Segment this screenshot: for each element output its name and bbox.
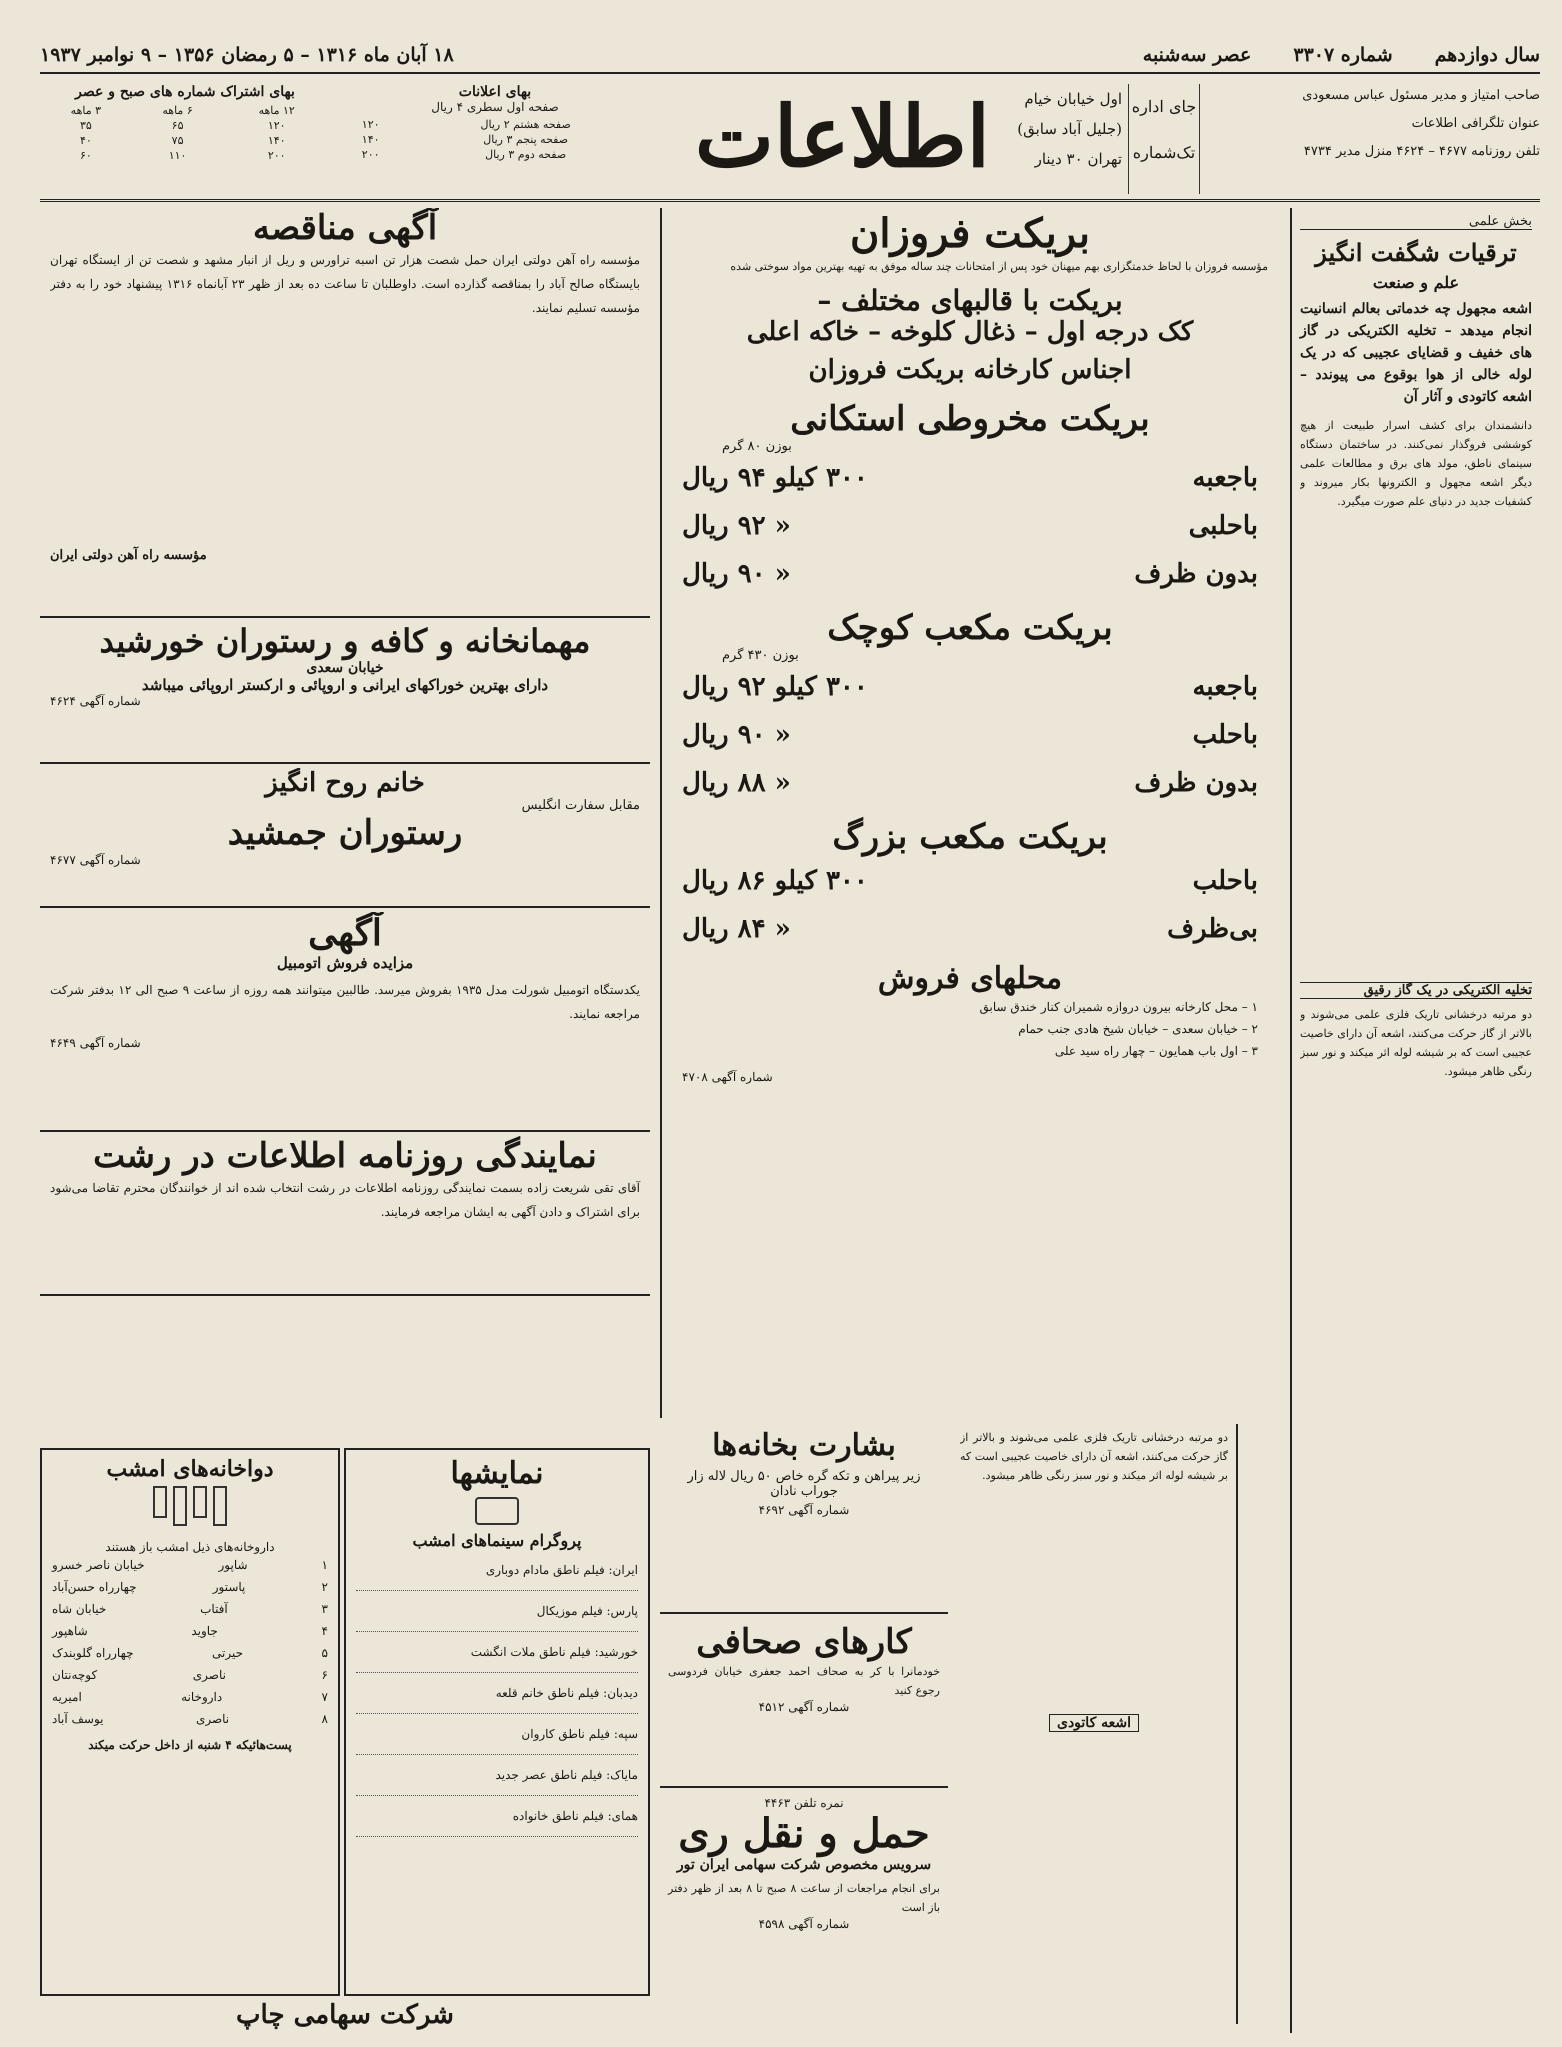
phones: تلفن روزنامه ۴۶۷۷ – ۴۶۲۴ منزل مدیر ۴۷۳۴ [1303,144,1540,159]
briquette-title: بریکت فروزان [850,210,1090,257]
subs-title: بهای اشتراک شماره های صبح و عصر [75,84,295,100]
printing-ad [660,1618,948,1788]
pharmacy-cell: ۸ [321,1712,328,1726]
dateline [40,38,1540,74]
cathode-sub: اشعه کاتودی [1049,1714,1139,1732]
year: سال دوازدهم [1434,44,1540,66]
series-2-title: بریکت مکعب کوچک [827,608,1113,648]
rasht-body: آقای تقی شریعت زاده بسمت نمایندگی روزنامه اطلاعات در رشت انتخاب شده اند از خوانندگان محترم تقاضا می‌شود برای اشتراک و دادن آگهی به ایشان مراجعه فرمایند. [50,1181,640,1219]
jamshid-ad-no: شماره آگهی ۴۶۷۷ [50,853,141,867]
price-row [662,550,1278,598]
science-sub2: تخلیه الکتریکی در یک گاز رقیق [1300,982,1532,999]
khorshid-street: خیابان سعدی [306,660,384,676]
briquette-line2: کک درجه اول – ذغال کلوخه – خاکه اعلی [746,317,1194,347]
pharmacy-cell: ۶ [321,1668,328,1682]
pharmacy-item [48,1554,332,1576]
cinema-title: نمایشها [450,1456,544,1491]
jamshid-title: رستوران جمشید [227,813,463,853]
science-body: دانشمندان برای کشف اسرار طبیعت از هیچ کوششی فروگذار نمی‌کنند. در ساختمان دستگاه سینمای ناطق، مولد های برق و مطالعات علمی دیگر اشعه مجهول و الکترونها بکار میروند و کشفیات جدید در دنیای علم صورت میگیرد. [1300,419,1532,508]
price-row [662,711,1278,759]
moving-ad [660,1792,948,2032]
pharmacy-cell: پاستور [212,1580,246,1594]
moving-sub: سرویس مخصوص شرکت سهامی ایران تور [676,1857,932,1873]
briquette-intro: مؤسسه فروزان با لحاظ خدمتگزاری بهم میهنان خود پس از امتحانات چند ساله موفق به تهیه بهترین مواد سوختی شده [730,260,1268,273]
series-1-weight: بوزن ۸۰ گرم [722,439,792,454]
jamshid-ad [40,768,650,908]
pharmacy-cell: ۱ [321,1558,328,1572]
tender-title: آگهی مناقصه [252,208,438,248]
telegraph: عنوان تلگرافی اطلاعات [1411,116,1540,131]
price-row [662,663,1278,711]
price-row [662,502,1278,550]
left-column [40,208,650,1418]
cinema-item: ایران: فیلم ناطق مادام دوباری [356,1550,638,1591]
price-label: بدون ظرف [1134,559,1258,589]
houses-title: بشارت بخانه‌ها [712,1428,896,1463]
rasht-ad [40,1136,650,1296]
price-label: باحلب [1192,866,1258,896]
pharmacy-cell: یوسف آباد [52,1712,104,1726]
pharmacy-cell: ۲ [321,1580,328,1594]
pharmacy-cell: ۳ [321,1602,328,1616]
science-subtitle: علم و صنعت [1372,273,1460,292]
price-row [662,454,1278,502]
pharmacy-cell: خیابان شاه [52,1602,107,1616]
price-value: ۳۰۰ کیلو ۹۴ ریال [682,463,868,493]
moving-ad-no: شماره آگهی ۴۵۹۸ [758,1917,850,1931]
cinema-list [352,1550,642,1837]
cinema-item: همای: فیلم ناطق خانواده [356,1796,638,1837]
pharmacy-cell: کوچه‌نتان [52,1668,98,1682]
price: تهران ۳۰ دینار [1034,150,1122,168]
cinema-item: خورشید: فیلم ناطق ملات انگشت [356,1632,638,1673]
tender-footer: مؤسسه راه آهن دولتی ایران [50,548,207,563]
khorshid-ad [40,622,650,764]
briquette-footer: شماره آگهی ۴۷۰۸ [682,1070,773,1084]
pharmacy-cell: چهارراه حسن‌آباد [52,1580,137,1594]
moving-title: حمل و نقل ری [678,1810,930,1857]
address-1: اول خیابان خیام [1024,90,1122,108]
price-value: « ۹۰ ریال [682,720,791,750]
press-name: شرکت سهامی چاپ [236,2000,454,2030]
houses-body: زیر پیراهن و تکه گره خاص ۵۰ ریال لاله زار جوراب نادان [687,1469,921,1499]
price-value: « ۸۴ ریال [682,914,791,944]
printing-body: خودمانرا با کر به صحاف احمد جعفری خیابان فردوسی رجوع کنید [668,1665,940,1697]
pharmacy-cell: آفتاب [200,1602,228,1616]
price-row [662,857,1278,905]
bottles-icon [48,1486,332,1536]
tender-ad [40,208,650,618]
khorshid-ad-no: شماره آگهی ۴۶۲۴ [50,694,141,708]
auto-title: آگهی [308,912,382,954]
tender-body: مؤسسه راه آهن دولتی ایران حمل شصت هزار تن اسبه تراورس و ریل از انبار مشهد و شصت تن از ایستگاه تهران بایستگاه صالح آباد را بمناقصه گذارده است. داوطلبان تا ساعت ده بعد از ظهر ۲۳ آبانماه ۱۳۱۶ پیشنهاد خود را به دفتر مؤسسه تسلیم نمایند. [50,253,640,315]
pharmacy-intro: داروخانه‌های ذیل امشب باز هستند [105,1540,275,1554]
pharmacy-item [48,1576,332,1598]
auto-sub: مزایده فروش اتومبیل [276,954,414,972]
series-2-weight: بوزن ۴۳۰ گرم [722,648,799,663]
pharmacy-cell: ناصری [195,1712,230,1726]
address [972,84,1122,174]
pharmacy-cell: جاوید [191,1624,218,1638]
cinema-item: مایاک: فیلم ناطق عصر جدید [356,1755,638,1796]
rates-title: بهای اعلانات [458,84,532,100]
printing-ad-no: شماره آگهی ۴۵۱۲ [758,1700,850,1714]
date: ۱۸ آبان ماه ۱۳۱۶ – ۵ رمضان ۱۳۵۶ – ۹ نوامبر ۱۹۳۷ [40,44,454,66]
newspaper-page [40,38,1540,2033]
pharmacy-cell: چهارراه گلوبندک [52,1646,134,1660]
ad-rates [340,84,650,162]
jamshid-addr: مقابل سفارت انگلیس [521,798,640,813]
science-body-2: دو مرتبه درخشانی تاریک فلزی علمی می‌شوند و بالاتر از گاز حرکت می‌کنند، اشعه آن دارای خاصیت عجیبی است که بر شیشه لوله اثر میکند و نور سبز رنگی ظاهر میشود. [1300,1008,1532,1078]
briquette-line1: بریکت با قالبهای مختلف – [817,284,1123,317]
pharmacy-title: دواخانه‌های امشب [106,1456,274,1482]
rates-sub: صفحه اول سطری ۴ ریال [431,100,559,114]
issue: شماره ۳۳۰۷ [1293,44,1393,66]
pharmacy-cell: داروخانه [181,1690,223,1704]
science-lead: اشعه مجهول چه خدماتی بعالم انسانیت انجام میدهد – تخلیه الکتریکی در گاز های خفیف و قضایای عجیبی که در یک لوله خالی از هوا بوقوع می پیوندد – اشعه کاتودی و آثار آن [1300,301,1532,405]
price-value: ۳۰۰ کیلو ۸۶ ریال [682,866,868,896]
price-value: « ۹۲ ریال [682,511,791,541]
science-title: ترقیات شگفت انگیز [1315,238,1517,267]
series-3-title: بریکت مکعب بزرگ [832,817,1108,857]
price-label: باجعبه [1192,463,1258,493]
cinema-item: دیدبان: فیلم ناطق خانم قلعه [356,1673,638,1714]
cinema-sub: پروگرام سینماهای امشب [412,1531,582,1550]
pharmacy-cell: حیرتی [212,1646,244,1660]
cinema-item: پارس: فیلم موزیکال [356,1591,638,1632]
houses-ad [660,1424,948,1614]
auto-ad-no: شماره آگهی ۴۶۴۹ [50,1036,141,1050]
cinema-box [344,1448,650,1996]
owner-block [1210,82,1540,166]
pharmacy-box [40,1448,340,1996]
price-label: بدون ظرف [1134,768,1258,798]
auto-ad [40,912,650,1132]
price-label: باجعبه [1192,672,1258,702]
price-label: بی‌ظرف [1167,914,1258,944]
pharmacy-item [48,1708,332,1730]
price-label: باحلبی [1188,511,1258,541]
pharmacy-cell: ۵ [321,1646,328,1660]
briquette-agency: اجناس کارخانه بریکت فروزان [808,355,1132,385]
price-value: ۳۰۰ کیلو ۹۲ ریال [682,672,868,702]
rasht-title: نمایندگی روزنامه اطلاعات در رشت [93,1136,597,1176]
prices-2 [662,663,1278,807]
masthead-title: اطلاعات [694,87,990,186]
shop-item: ۲ – خیابان سعدی – خیابان شیخ هادی جنب حمام [1018,1022,1258,1036]
shop-item: ۳ – اول باب همایون – چهار راه سید علی [1054,1044,1258,1058]
pharmacy-cell: شاپور [218,1558,248,1572]
pharmacy-footer: پست‌هائیکه ۴ شنبه از داخل حرکت میکند [88,1738,292,1752]
houses-ad-no: شماره آگهی ۴۶۹۲ [758,1503,850,1517]
cinema-item: سپه: فیلم ناطق کاروان [356,1714,638,1755]
pharmacy-cell: ناصری [192,1668,226,1682]
owner: صاحب امتیاز و مدیر مسئول عباس مسعودی [1302,88,1540,103]
price-label: باحلب [1192,720,1258,750]
pharmacy-cell: شاهپور [52,1624,88,1638]
pharmacy-cell: ۴ [321,1624,328,1638]
pharmacy-item [48,1642,332,1664]
place-box [1128,84,1200,194]
article-continued [952,1424,1238,2024]
price-value: « ۸۸ ریال [682,768,791,798]
pharmacy-item [48,1686,332,1708]
printing-title: کارهای صحافی [696,1622,912,1662]
pharmacy-cell: خیابان ناصر خسرو [52,1558,145,1572]
khorshid-body: دارای بهترین خوراکهای ایرانی و اروپائی و ارکستر اروپائی میباشد [141,676,549,694]
price-row [662,759,1278,807]
subs-table: ۱۲ ماهه ۶ ماهه ۳ ماهه ۱۲۰ ۶۵ ۳۵ ۱۴۰ ۷۵ ۴۰ ۲۰۰ ۱۱۰ ۶۰ [70,104,295,162]
khorshid-title: مهمانخانه و کافه و رستوران خورشید [99,622,591,660]
pharmacy-item [48,1664,332,1686]
rates-table: صفحه هشتم ۲ ریال ۱۲۰ صفحه پنجم ۳ ریال ۱۴۰ صفحه دوم ۳ ریال ۲۰۰ [361,118,571,161]
subscriptions [40,84,330,163]
article-body: دو مرتبه درخشانی تاریک فلزی علمی می‌شوند و بالاتر از گاز حرکت می‌کنند، اشعه آن دارای خاصیت عجیبی است که بر شیشه لوله اثر میکند و نور سبز رنگی ظاهر میشود. [960,1431,1228,1482]
place-price: تک‌شماره [1132,143,1196,162]
prices-3 [662,857,1278,953]
briquette-ad [660,208,1278,1418]
price-row [662,905,1278,953]
camera-icon [352,1491,642,1531]
jamshid-pre: خانم روح انگیز [265,768,425,798]
pharmacy-item [48,1598,332,1620]
place-label: جای اداره [1131,97,1197,116]
section-header: بخش علمی [1300,214,1532,230]
shops-title: محلهای فروش [877,961,1063,996]
price-value: « ۹۰ ریال [682,559,791,589]
address-2: (جلیل آباد سابق) [1017,120,1122,138]
moving-pre: نمره تلفن ۴۴۶۳ [764,1796,844,1810]
shop-list [662,996,1278,1062]
series-1-title: بریکت مخروطی استکانی [790,399,1150,439]
pharmacy-cell: ۷ [321,1690,328,1704]
masthead [40,78,1540,202]
pharmacy-cell: امیریه [52,1690,82,1704]
science-column [1290,208,1540,2033]
day: عصر سه‌شنبه [1142,44,1252,66]
shop-item: ۱ – محل کارخانه بیرون دروازه شمیران کنار خندق سابق [979,1000,1258,1014]
pharmacy-item [48,1620,332,1642]
moving-body: برای انجام مراجعات از ساعت ۸ صبح تا ۸ بعد از ظهر دفتر باز است [668,1882,940,1914]
auto-body: یکدستگاه اتومبیل شورلت مدل ۱۹۳۵ بفروش میرسد. طالبین میتوانند همه روزه از ساعت ۹ صبح الی ۱۲ بدفتر شرکت مراجعه نمایند. [50,983,640,1021]
pharmacy-list [48,1554,332,1730]
prices-1 [662,454,1278,598]
